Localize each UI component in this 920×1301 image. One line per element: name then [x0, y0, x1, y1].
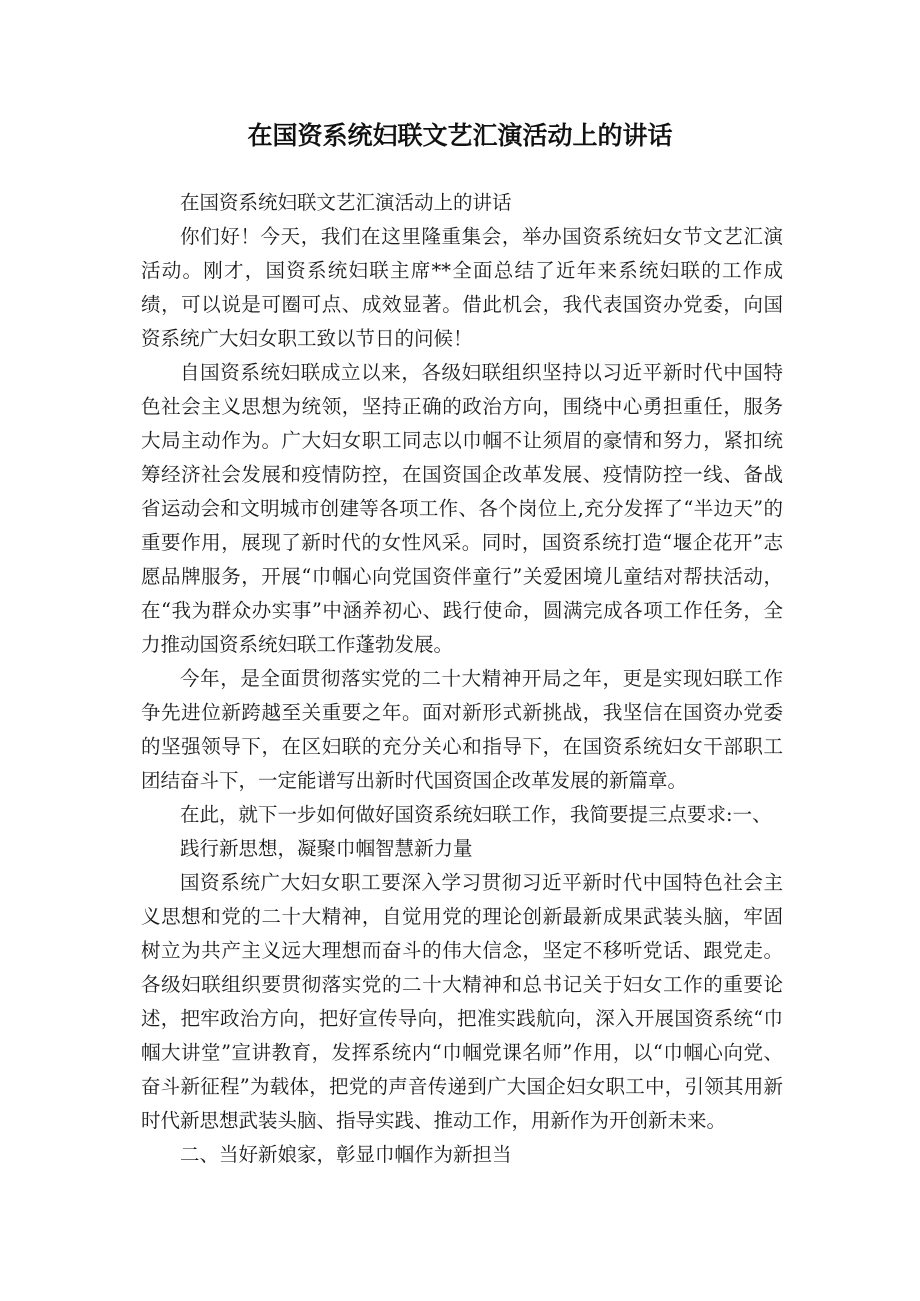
section-heading-two: 二、当好新娘家，彰显巾帼作为新担当 — [180, 1143, 512, 1166]
paragraph-this-year: 今年，是全面贯彻落实党的二十大精神开局之年，更是实现妇联工作争先进位新跨越至关重要之年。面对新形式新挑战，我坚信在国资办党委的坚强领导下，在区妇联的充分关心和指导下，在国资系统妇女干部职工团结奋斗下，一定能谱写出新时代国资国企改革发展的新篇章。 — [141, 667, 783, 792]
document-subtitle: 在国资系统妇联文艺汇演活动上的讲话 — [180, 191, 512, 214]
paragraph-greeting: 你们好！今天，我们在这里隆重集会，举办国资系统妇女节文艺汇演活动。刚才，国资系统妇联主席**全面总结了近年来系统妇联的工作成绩，可以说是可圈可点、成效显著。借此机会，我代表国资办党委，向国资系统广大妇女职工致以节日的问候！ — [141, 225, 783, 350]
paragraph-requirements-intro: 在此，就下一步如何做好国资系统妇联工作，我简要提三点要求:一、 — [180, 803, 772, 826]
document-title: 在国资系统妇联文艺汇演活动上的讲话 — [247, 121, 673, 150]
document-body — [141, 186, 783, 1172]
paragraph-achievements: 自国资系统妇联成立以来，各级妇联组织坚持以习近平新时代中国特色社会主义思想为统领，坚持正确的政治方向，围绕中心勇担重任，服务大局主动作为。广大妇女职工同志以巾帼不让须眉的豪情和努力，紧扣统筹经济社会发展和疫情防控，在国资国企改革发展、疫情防控一线、备战省运动会和文明城市创建等各项工作、各个岗位上,充分发挥了“半边天”的重要作用，展现了新时代的女性风采。同时，国资系统打造“堰企花开”志愿品牌服务，开展“巾帼心向党国资伴童行”关爱困境儿童结对帮扶活动，在“我为群众办实事”中涵养初心、践行使命，圆满完成各项工作任务，全力推动国资系统妇联工作蓬勃发展。 — [141, 361, 783, 656]
section-heading-one: 践行新思想，凝聚巾帼智慧新力量 — [180, 837, 473, 860]
paragraph-new-thought: 国资系统广大妇女职工要深入学习贯彻习近平新时代中国特色社会主义思想和党的二十大精神，自觉用党的理论创新最新成果武装头脑，牢固树立为共产主义远大理想而奋斗的伟大信念，坚定不移听党话、跟党走。各级妇联组织要贯彻落实党的二十大精神和总书记关于妇女工作的重要论述，把牢政治方向，把好宣传导向，把准实践航向，深入开展国资系统“巾帼大讲堂”宣讲教育，发挥系统内“巾帼党课名师”作用，以“巾帼心向党、奋斗新征程”为载体，把党的声音传递到广大国企妇女职工中，引领其用新时代新思想武装头脑、指导实践、推动工作，用新作为开创新未来。 — [141, 871, 783, 1132]
